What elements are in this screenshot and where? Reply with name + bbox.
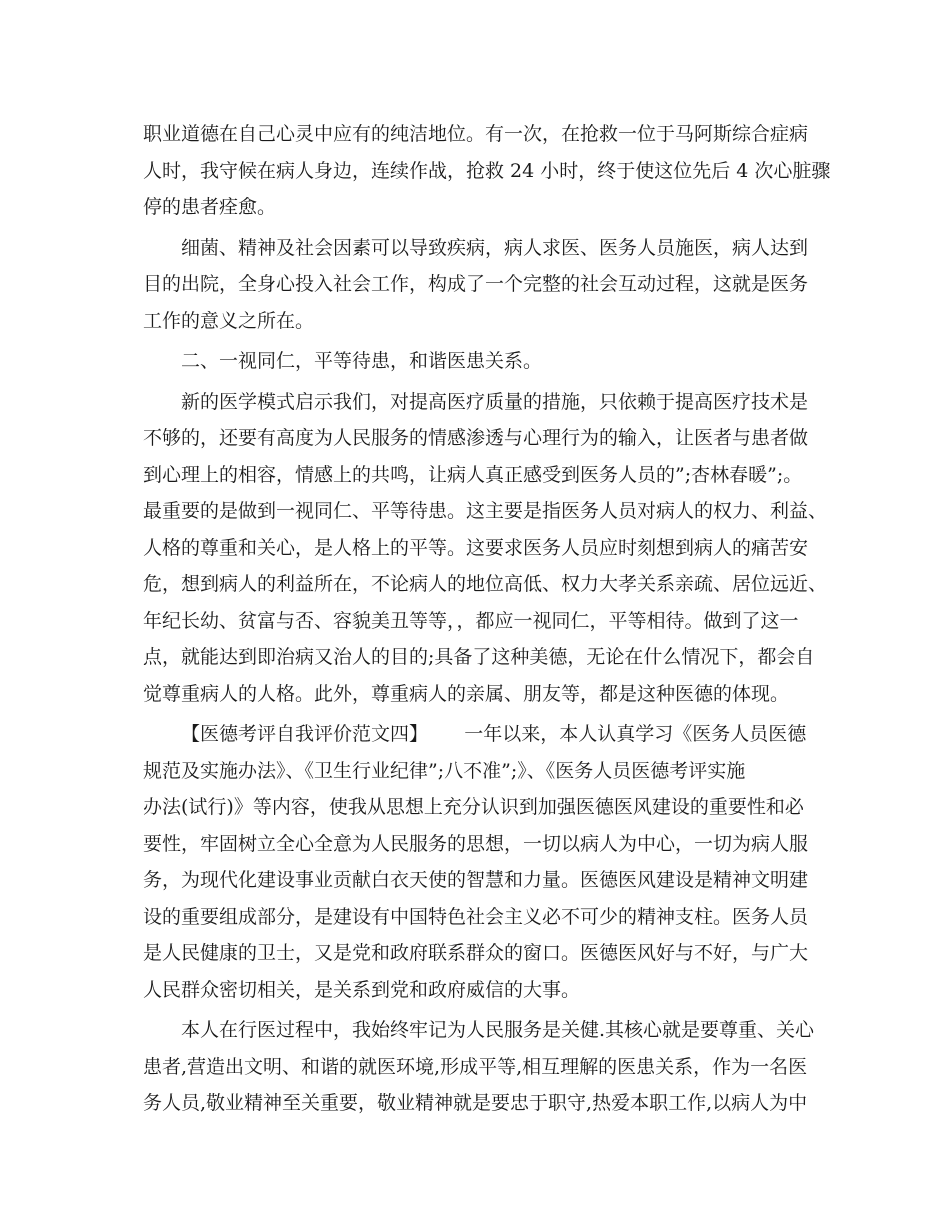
text-line: 人格的尊重和关心，是人格上的平等。这要求医务人员应时刻想到病人的痛苦安: [143, 536, 809, 559]
text-line: 务人员,敬业精神至关重要，敬业精神就是要忠于职守,热爱本职工作,以病人为中: [143, 1092, 808, 1114]
text-line: 停的患者痊愈。: [143, 196, 277, 218]
text-line: 细菌、精神及社会因素可以导致疾病，病人求医、医务人员施医，病人达到: [181, 236, 809, 259]
text-line: 设的重要组成部分，是建设有中国特色社会主义必不可少的精神支柱。医务人员: [143, 905, 809, 928]
text-line: 是人民健康的卫士，又是党和政府联系群众的窗口。医德医风好与不好，与广大: [143, 942, 809, 964]
text-line: 到心理上的相容，情感上的共鸣，让病人真正感受到医务人员的”;杏林春暖”;。: [143, 463, 803, 486]
text-line: 患者,营造出文明、和谐的就医环境,形成平等,相互理解的医患关系，作为一名医: [143, 1055, 808, 1078]
text-line: 职业道德在自己心灵中应有的纯洁地位。有一次，在抢救一位于马阿斯综合症病: [143, 123, 809, 145]
text-line: 最重要的是做到一视同仁、平等待患。这主要是指医务人员对病人的权力、利益、: [143, 500, 828, 522]
text-line: 务，为现代化建设事业贡献白衣天使的智慧和力量。医德医风建设是精神文明建: [143, 869, 809, 891]
text-line: 要性，牢固树立全心全意为人民服务的思想，一切以病人为中心，一切为病人服: [143, 832, 809, 855]
text-line: 点，就能达到即治病又治人的目的;具备了这种美德，无论在什么情况下，都会自: [143, 646, 815, 668]
text-line: 二、一视同仁，平等待患，和谐医患关系。: [181, 350, 543, 372]
text-line: 年纪长幼、贫富与否、容貌美丑等等，，都应一视同仁，平等相待。做到了这一: [143, 609, 799, 632]
paragraph: [143, 116, 831, 226]
text-line: 【医德考评自我评价范文四】 一年以来，本人认真学习《医务人员医德: [181, 723, 807, 745]
text-line: 危，想到病人的利益所在，不论病人的地位高低、权力大孝关系亲疏、居位远近、: [143, 573, 828, 595]
text-line: 本人在行医过程中，我始终牢记为人民服务是关健.其核心就是要尊重、关心: [181, 1019, 815, 1041]
text-line: 觉尊重病人的人格。此外，尊重病人的亲属、朋友等，都是这种医德的体现。: [143, 682, 790, 705]
text-line: 人民群众密切相关，是关系到党和政府威信的大事。: [143, 978, 581, 1001]
paragraph: [143, 230, 808, 340]
document-body: [143, 116, 831, 1122]
text-line: 规范及实施办法》、《卫生行业纪律”;八不准”;》、《医务人员医德考评实施: [143, 759, 746, 782]
text-line: 工作的意义之所在。: [143, 309, 315, 332]
text-line: 不够的，还要有高度为人民服务的情感渗透与心理行为的输入，让医者与患者做: [143, 427, 809, 449]
text-line: 新的医学模式启示我们，对提高医疗质量的措施，只依赖于提高医疗技术是: [181, 390, 809, 413]
text-line: 目的出院，全身心投入社会工作，构成了一个完整的社会互动过程，这就是医务: [143, 273, 809, 295]
paragraph: [143, 716, 808, 1008]
paragraph: [143, 1012, 815, 1122]
section-heading: [143, 343, 808, 380]
paragraph: [143, 384, 828, 713]
text-line: 人时，我守候在病人身边，连续作战，抢救 24 小时，终于使这位先后 4 次心脏骤: [143, 159, 831, 182]
text-line: 办法(试行)》等内容，使我从思想上充分认识到加强医德医风建设的重要性和必: [143, 796, 804, 818]
